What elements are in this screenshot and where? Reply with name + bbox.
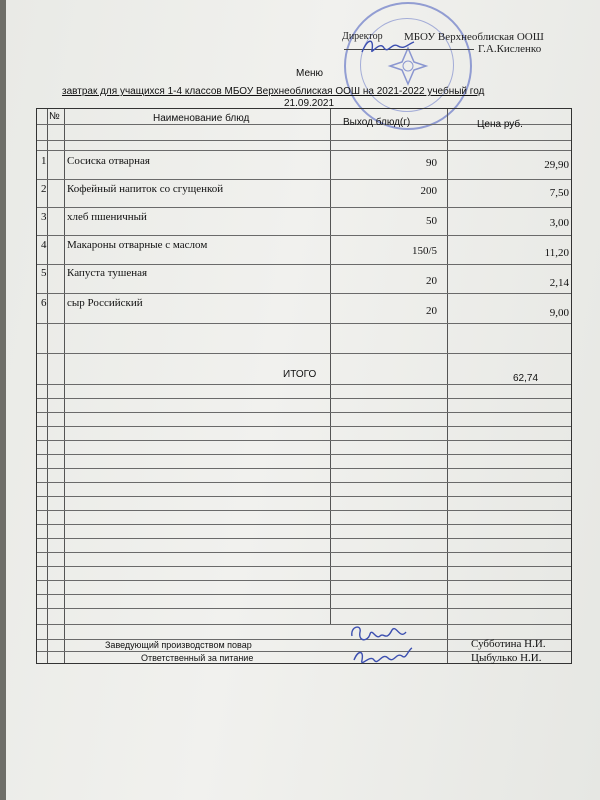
row-line xyxy=(37,398,571,399)
header-yield: Выход блюд(г) xyxy=(343,117,411,128)
dish-name: Сосиска отварная xyxy=(67,155,150,167)
dish-name: Кофейный напиток со сгущенкой xyxy=(67,183,224,195)
row-line xyxy=(37,140,571,141)
row-no: 1 xyxy=(41,155,47,167)
resp-role: Ответственный за питание xyxy=(141,653,254,663)
row-line xyxy=(37,510,571,511)
total-value: 62,74 xyxy=(513,373,539,384)
row-line xyxy=(37,624,571,625)
dish-name: Капуста тушеная xyxy=(67,267,148,279)
dish-yield: 20 xyxy=(426,275,437,287)
header-price: Цена руб. xyxy=(477,119,523,130)
dish-yield: 90 xyxy=(426,157,437,169)
row-no: 2 xyxy=(41,183,47,195)
cook-name: Субботина Н.И. xyxy=(471,638,546,650)
total-label: ИТОГО xyxy=(283,369,317,380)
row-line xyxy=(37,580,571,581)
row-line xyxy=(37,235,571,236)
row-line xyxy=(37,323,571,324)
row-line xyxy=(37,264,571,265)
row-line xyxy=(37,594,571,595)
row-line xyxy=(37,179,571,180)
row-no: 5 xyxy=(41,267,47,279)
header-no: № xyxy=(49,111,60,122)
row-line xyxy=(37,293,571,294)
dish-price: 11,20 xyxy=(544,247,569,259)
director-name: Г.А.Кисленко xyxy=(478,43,542,55)
row-line xyxy=(37,468,571,469)
row-no: 4 xyxy=(41,239,47,251)
menu-table xyxy=(36,108,572,664)
dish-yield: 150/5 xyxy=(411,245,437,257)
director-label: Директор xyxy=(342,31,383,42)
school-name: МБОУ Верхнеоблиская ООШ xyxy=(404,31,544,43)
row-line xyxy=(37,440,571,441)
row-line xyxy=(37,412,571,413)
dish-price: 2,14 xyxy=(549,277,569,289)
menu-date: 21.09.2021 xyxy=(284,98,335,109)
row-line xyxy=(37,496,571,497)
row-line xyxy=(37,207,571,208)
menu-sheet xyxy=(6,0,600,800)
dish-yield: 20 xyxy=(426,305,437,317)
menu-subtitle: завтрак для учащихся 1-4 классов МБОУ Верхнеоблиская ООШ на 2021-2022 учебный год xyxy=(62,86,485,97)
director-signature xyxy=(358,34,418,58)
row-line xyxy=(37,608,571,609)
dish-name: Макароны отварные с маслом xyxy=(67,239,208,251)
row-line xyxy=(37,566,571,567)
dish-yield: 50 xyxy=(426,215,437,227)
dish-name: сыр Российский xyxy=(67,297,143,309)
dish-name: хлеб пшеничный xyxy=(67,211,147,223)
menu-title: Меню xyxy=(296,68,324,79)
dish-price: 3,00 xyxy=(549,217,569,229)
resp-name: Цыбулько Н.И. xyxy=(471,652,542,664)
cook-role: Заведующий производством повар xyxy=(105,640,252,650)
row-line xyxy=(37,426,571,427)
row-line xyxy=(37,552,571,553)
resp-signature xyxy=(350,644,414,672)
row-line xyxy=(37,538,571,539)
dish-price: 9,00 xyxy=(549,307,569,319)
row-no: 3 xyxy=(41,211,47,223)
row-line xyxy=(37,150,571,151)
row-line xyxy=(37,353,571,354)
row-no: 6 xyxy=(41,297,47,309)
header-name: Наименование блюд xyxy=(153,113,250,124)
row-line xyxy=(37,454,571,455)
row-line xyxy=(37,384,571,385)
row-line xyxy=(37,482,571,483)
dish-price: 7,50 xyxy=(549,187,569,199)
dish-yield: 200 xyxy=(420,185,437,197)
dish-price: 29,90 xyxy=(544,159,569,171)
col-divider-yield xyxy=(330,109,331,624)
row-line xyxy=(37,524,571,525)
